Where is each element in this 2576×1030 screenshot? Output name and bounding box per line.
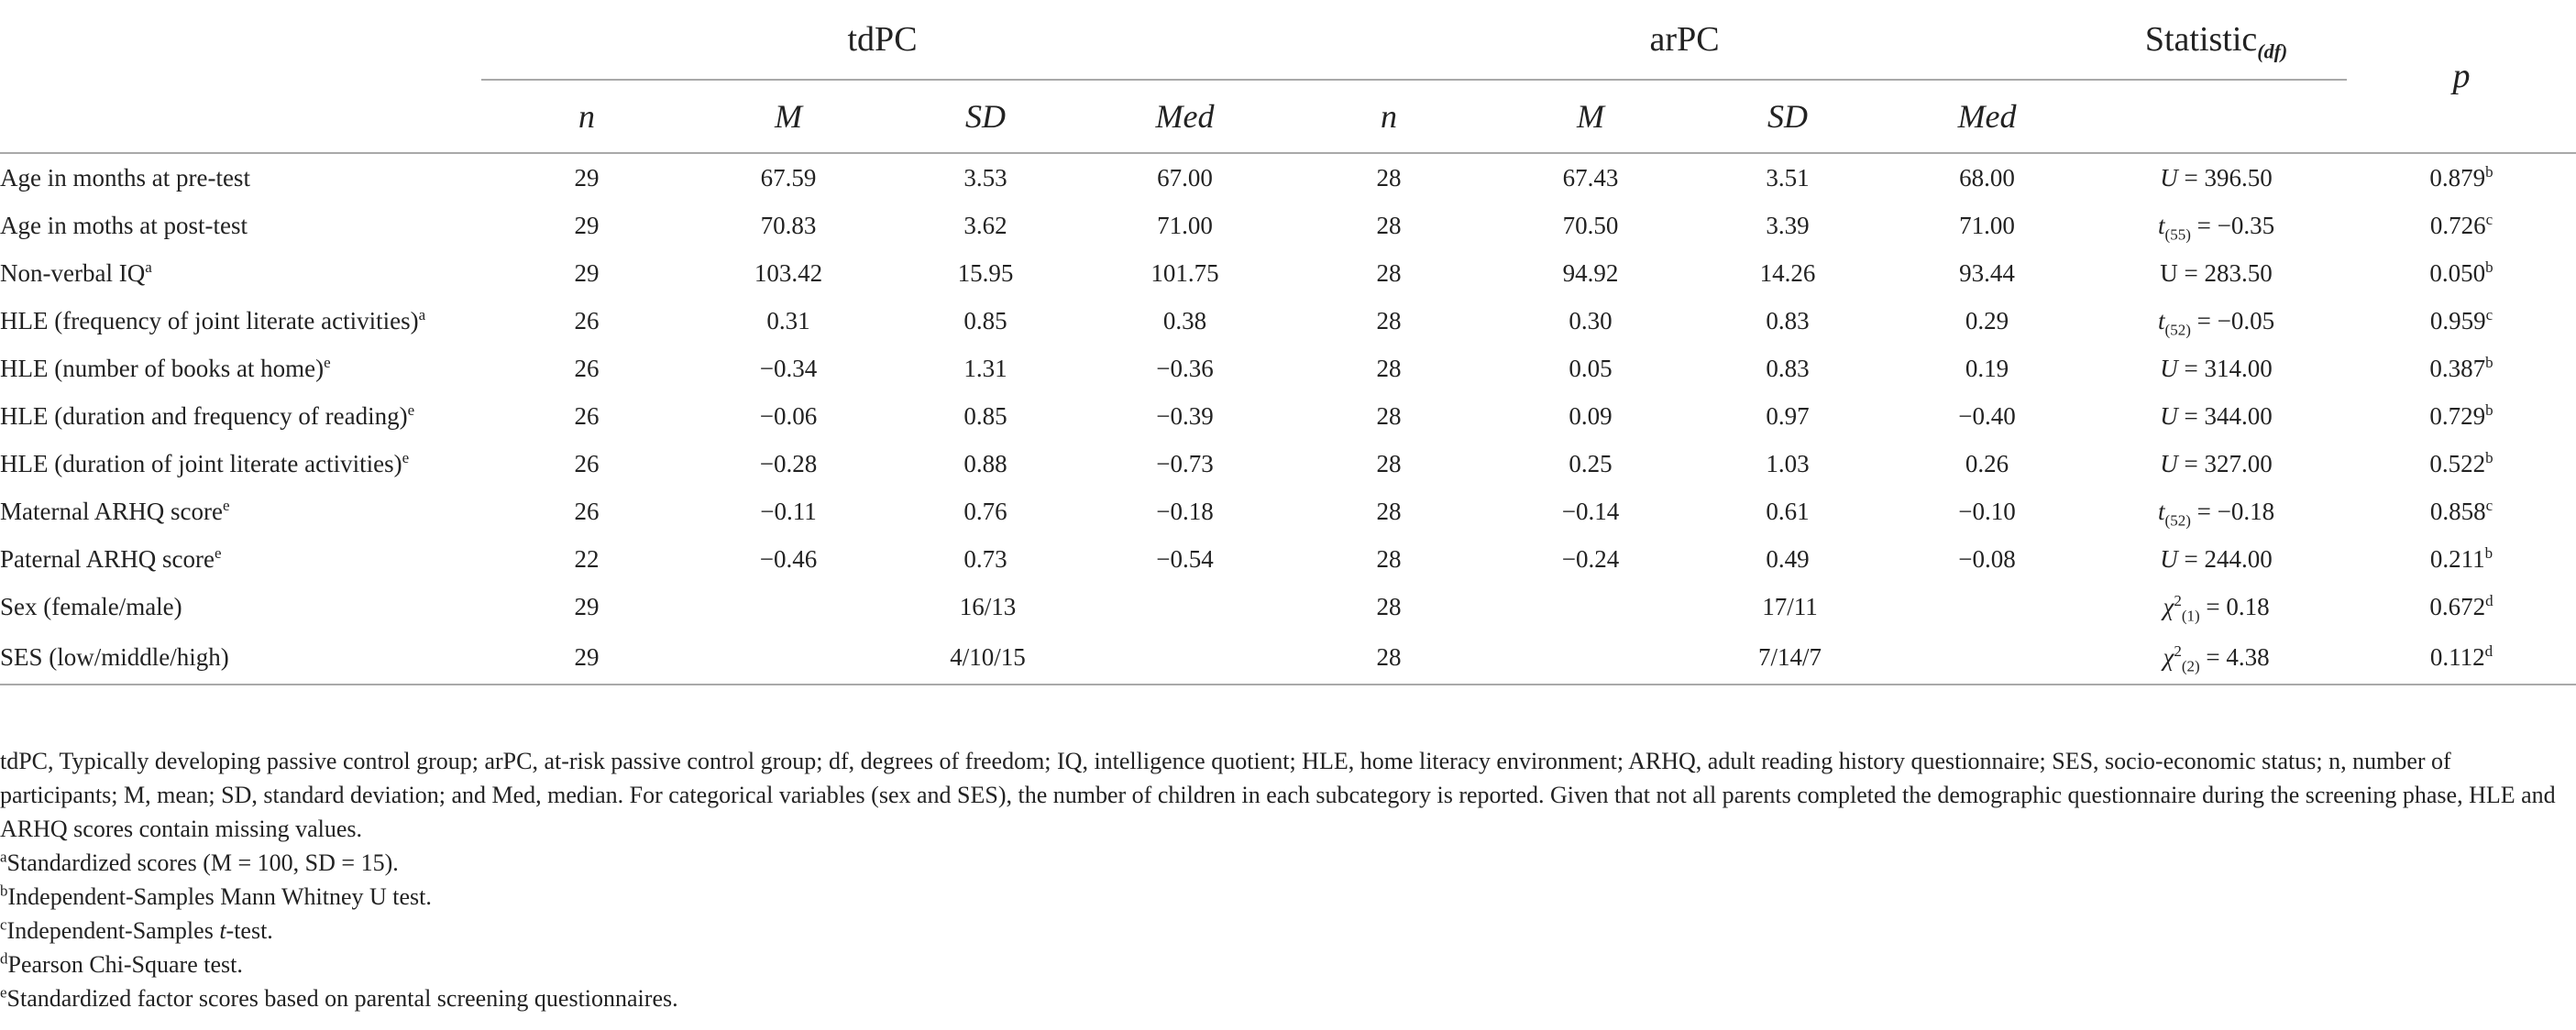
statistic-df: (2) xyxy=(2181,656,2200,674)
table-row xyxy=(0,535,2576,583)
statistic-value: = −0.05 xyxy=(2190,306,2275,334)
statistic-df: (52) xyxy=(2164,510,2191,529)
subheader-blank xyxy=(0,80,481,153)
footnote-c-mark: c xyxy=(0,915,7,934)
p-cell xyxy=(2347,153,2576,202)
table-body xyxy=(0,153,2576,685)
statistic-value: = 327.00 xyxy=(2177,449,2273,477)
td-sd-cell: 0.85 xyxy=(963,306,1007,334)
td-sd-cell: 0.76 xyxy=(963,497,1007,525)
td-mean-cell: 0.31 xyxy=(766,306,810,334)
statistic-letter: t xyxy=(2158,211,2165,239)
ar-n-cell: 28 xyxy=(1376,354,1402,382)
subheader-ar-m: M xyxy=(1494,80,1687,153)
statistic-letter: U xyxy=(2160,544,2178,573)
statistic-cell xyxy=(2086,202,2347,249)
row-label xyxy=(0,440,481,488)
footnote-c-t: t xyxy=(219,917,226,944)
p-cell xyxy=(2347,392,2576,440)
statistic-df: (1) xyxy=(2181,606,2200,624)
statistic-cell xyxy=(2086,488,2347,535)
subheader-td-m: M xyxy=(692,80,885,153)
statistic-letter: t xyxy=(2158,497,2165,525)
subheader-statistic-blank xyxy=(2086,80,2347,153)
td-sd-cell: 0.88 xyxy=(963,449,1007,477)
statistic-value: = 0.18 xyxy=(2199,592,2270,620)
p-cell xyxy=(2347,440,2576,488)
p-value: 0.729 xyxy=(2429,401,2486,430)
row-label-footnote: e xyxy=(222,496,230,514)
table-row xyxy=(0,297,2576,345)
p-value: 0.050 xyxy=(2429,258,2486,287)
statistic-cell xyxy=(2086,535,2347,583)
td-n-cell: 22 xyxy=(574,544,600,573)
statistic-letter: U xyxy=(2160,401,2178,430)
ar-median-cell: 68.00 xyxy=(1959,163,2015,192)
table-row xyxy=(0,202,2576,249)
p-footnote: b xyxy=(2485,353,2493,371)
ar-median-cell: −0.40 xyxy=(1958,401,2016,430)
subheader-td-n: n xyxy=(481,80,692,153)
footnote-c xyxy=(0,914,2567,948)
row-label-footnote: a xyxy=(418,305,426,323)
statistic-cell xyxy=(2086,249,2347,297)
row-label-text: HLE (duration and frequency of reading) xyxy=(0,401,408,430)
statistic-letter: U xyxy=(2160,354,2178,382)
ar-n-cell: 28 xyxy=(1376,497,1402,525)
ar-sd-cell: 3.39 xyxy=(1766,211,1810,239)
p-cell xyxy=(2347,583,2576,630)
footnote-c-text-end: -test. xyxy=(226,917,273,944)
statistic-letter: t xyxy=(2158,306,2165,334)
td-median-cell: 101.75 xyxy=(1150,258,1219,287)
td-n-cell: 29 xyxy=(574,592,600,620)
row-label xyxy=(0,249,481,297)
ar-median-cell: 0.26 xyxy=(1965,449,2009,477)
p-footnote: b xyxy=(2485,162,2493,181)
td-sd-cell: 3.62 xyxy=(963,211,1007,239)
ar-mean-cell: 70.50 xyxy=(1562,211,1619,239)
row-label-text: Maternal ARHQ score xyxy=(0,497,223,525)
td-mean-cell: −0.11 xyxy=(760,497,817,525)
p-footnote: c xyxy=(2485,496,2493,514)
row-label-text: HLE (frequency of joint literate activities) xyxy=(0,306,419,334)
ar-mean-cell: 0.25 xyxy=(1569,449,1613,477)
statistic-value: = 244.00 xyxy=(2177,544,2273,573)
p-footnote: c xyxy=(2485,210,2493,228)
td-sd-cell: 3.53 xyxy=(963,163,1007,192)
ar-sd-cell: 3.51 xyxy=(1766,163,1810,192)
footnote-a xyxy=(0,846,2567,880)
row-label-footnote: e xyxy=(407,400,415,419)
td-n-cell: 26 xyxy=(574,497,600,525)
p-value: 0.858 xyxy=(2429,497,2486,525)
p-cell xyxy=(2347,345,2576,392)
statistic-cell xyxy=(2086,440,2347,488)
statistic-letter: U xyxy=(2160,449,2178,477)
ar-mean-cell: 0.05 xyxy=(1569,354,1613,382)
p-footnote: b xyxy=(2485,400,2493,419)
ar-median-cell: 93.44 xyxy=(1959,258,2015,287)
row-label xyxy=(0,153,481,202)
group-header-tdpc: tdPC xyxy=(481,0,1283,80)
p-value: 0.112 xyxy=(2429,642,2485,671)
statistic-cell xyxy=(2086,630,2347,685)
ar-median-cell: −0.08 xyxy=(1958,544,2016,573)
td-mean-cell: −0.28 xyxy=(759,449,818,477)
ar-mean-cell: −0.14 xyxy=(1561,497,1620,525)
ar-counts-cell: 7/14/7 xyxy=(1494,630,2086,685)
statistic-header-label: Statistic xyxy=(2144,20,2258,59)
statistic-letter: χ xyxy=(2163,592,2174,620)
group-header-row xyxy=(0,0,2576,80)
row-label xyxy=(0,297,481,345)
statistic-df: (55) xyxy=(2164,225,2191,243)
p-value: 0.387 xyxy=(2429,354,2486,382)
table-row xyxy=(0,488,2576,535)
td-median-cell: −0.54 xyxy=(1156,544,1214,573)
row-label xyxy=(0,392,481,440)
row-label: SES (low/middle/high) xyxy=(0,630,481,685)
statistic-value: = −0.35 xyxy=(2190,211,2275,239)
footnote-d xyxy=(0,948,2567,981)
footnote-c-text: Independent-Samples xyxy=(6,917,220,944)
footnote-d-text: Pearson Chi-Square test. xyxy=(7,951,243,978)
ar-sd-cell: 0.97 xyxy=(1766,401,1810,430)
p-footnote: d xyxy=(2485,591,2493,609)
statistic-exponent: 2 xyxy=(2174,591,2182,609)
p-value: 0.522 xyxy=(2429,449,2486,477)
ar-sd-cell: 0.83 xyxy=(1766,306,1810,334)
row-label-text: Age in moths at post-test xyxy=(0,211,248,239)
td-sd-cell: 0.73 xyxy=(963,544,1007,573)
ar-n-cell: 28 xyxy=(1376,592,1402,620)
row-label-footnote: a xyxy=(145,258,152,276)
statistic-value: = −0.18 xyxy=(2190,497,2275,525)
ar-median-cell: 0.29 xyxy=(1965,306,2009,334)
td-mean-cell: −0.06 xyxy=(759,401,818,430)
row-label-footnote: e xyxy=(402,448,410,466)
footnote-d-mark: d xyxy=(0,949,8,968)
statistic-df: (52) xyxy=(2164,320,2191,338)
footnote-b xyxy=(0,880,2567,914)
p-cell xyxy=(2347,297,2576,345)
ar-n-cell: 28 xyxy=(1376,306,1402,334)
td-n-cell: 29 xyxy=(574,211,600,239)
td-sd-cell: 15.95 xyxy=(957,258,1014,287)
ar-n-cell: 28 xyxy=(1376,449,1402,477)
ar-mean-cell: 0.30 xyxy=(1569,306,1613,334)
statistic-value: = 344.00 xyxy=(2177,401,2273,430)
td-n-cell: 26 xyxy=(574,354,600,382)
subheader-row xyxy=(0,80,2576,153)
subheader-td-med: Med xyxy=(1086,80,1283,153)
row-label-footnote: e xyxy=(324,353,331,371)
p-value: 0.879 xyxy=(2429,163,2486,192)
td-median-cell: −0.36 xyxy=(1156,354,1214,382)
ar-mean-cell: 0.09 xyxy=(1569,401,1613,430)
ar-mean-cell: 67.43 xyxy=(1562,163,1619,192)
subheader-ar-n: n xyxy=(1283,80,1494,153)
td-n-cell: 26 xyxy=(574,449,600,477)
td-median-cell: 67.00 xyxy=(1157,163,1213,192)
ar-sd-cell: 1.03 xyxy=(1766,449,1810,477)
td-counts-cell: 16/13 xyxy=(959,592,1017,620)
row-label-text: Age in months at pre-test xyxy=(0,163,250,192)
ar-median-cell: 71.00 xyxy=(1959,211,2015,239)
ar-sd-cell: 0.83 xyxy=(1766,354,1810,382)
row-label-text: HLE (duration of joint literate activities) xyxy=(0,449,402,477)
row-label xyxy=(0,202,481,249)
row-label-text: Non-verbal IQ xyxy=(0,258,146,287)
p-header: p xyxy=(2347,0,2576,153)
ar-mean-cell: −0.24 xyxy=(1561,544,1620,573)
footnote-e-text: Standardized factor scores based on parental screening questionnaires. xyxy=(6,985,678,1012)
p-footnote: b xyxy=(2484,543,2493,562)
ar-median-cell: −0.10 xyxy=(1958,497,2016,525)
table-row xyxy=(0,392,2576,440)
footnote-a-text: Standardized scores (M = 100, SD = 15). xyxy=(6,849,399,876)
ar-sd-cell: 0.49 xyxy=(1766,544,1810,573)
table-notes xyxy=(0,744,2567,1015)
td-n-cell: 26 xyxy=(574,306,600,334)
p-cell xyxy=(2347,202,2576,249)
statistic-letter: χ xyxy=(2163,642,2174,671)
statistic-cell xyxy=(2086,583,2347,630)
td-sd-cell: 0.85 xyxy=(963,401,1007,430)
p-value: 0.726 xyxy=(2429,211,2486,239)
p-footnote: b xyxy=(2485,258,2493,276)
statistic-exponent: 2 xyxy=(2174,641,2182,660)
p-footnote: c xyxy=(2485,305,2493,323)
td-n-cell: 26 xyxy=(574,401,600,430)
td-mean-cell: 103.42 xyxy=(754,258,823,287)
p-cell xyxy=(2347,535,2576,583)
ar-median-cell: 0.19 xyxy=(1965,354,2009,382)
p-cell xyxy=(2347,488,2576,535)
footnote-e-mark: e xyxy=(0,983,7,1002)
statistic-letter: U xyxy=(2160,163,2178,192)
td-n-cell: 29 xyxy=(574,163,600,192)
footnote-a-mark: a xyxy=(0,848,7,866)
p-cell xyxy=(2347,630,2576,685)
row-label-footnote: e xyxy=(214,543,222,562)
td-mean-cell: −0.34 xyxy=(759,354,818,382)
td-mean-cell: 67.59 xyxy=(760,163,817,192)
p-value: 0.211 xyxy=(2429,544,2485,573)
statistic-cell xyxy=(2086,153,2347,202)
table-row xyxy=(0,630,2576,685)
td-median-cell: −0.73 xyxy=(1156,449,1214,477)
statistic-header-df: (df) xyxy=(2257,39,2288,63)
p-footnote: d xyxy=(2484,641,2493,660)
ar-n-cell: 28 xyxy=(1283,630,1494,685)
table-row xyxy=(0,345,2576,392)
ar-sd-cell: 14.26 xyxy=(1759,258,1816,287)
ar-sd-cell: 0.61 xyxy=(1766,497,1810,525)
ar-mean-cell: 94.92 xyxy=(1562,258,1619,287)
row-label xyxy=(0,345,481,392)
label-column-header xyxy=(0,0,481,80)
td-median-cell: 0.38 xyxy=(1162,306,1207,334)
row-label xyxy=(0,488,481,535)
subheader-ar-med: Med xyxy=(1888,80,2086,153)
p-footnote: b xyxy=(2485,448,2493,466)
p-cell xyxy=(2347,249,2576,297)
td-mean-cell: 70.83 xyxy=(760,211,817,239)
statistic-value: = 4.38 xyxy=(2199,642,2270,671)
statistic-header xyxy=(2086,0,2347,80)
statistic-cell xyxy=(2086,297,2347,345)
statistic-letter: U xyxy=(2160,258,2178,287)
table-row xyxy=(0,153,2576,202)
row-label-text: HLE (number of books at home) xyxy=(0,354,325,382)
td-median-cell: 71.00 xyxy=(1157,211,1213,239)
ar-n-cell: 28 xyxy=(1376,258,1402,287)
statistic-cell xyxy=(2086,345,2347,392)
td-n-cell: 29 xyxy=(574,258,600,287)
row-label: Sex (female/male) xyxy=(0,592,182,620)
statistic-cell xyxy=(2086,392,2347,440)
p-value: 0.959 xyxy=(2429,306,2486,334)
row-label xyxy=(0,535,481,583)
footnote-b-mark: b xyxy=(0,882,8,900)
subheader-td-sd: SD xyxy=(885,80,1086,153)
footnote-b-text: Independent-Samples Mann Whitney U test. xyxy=(7,883,432,910)
td-sd-cell: 1.31 xyxy=(963,354,1007,382)
group-header-arpc: arPC xyxy=(1283,0,2086,80)
table-row xyxy=(0,440,2576,488)
ar-n-cell: 28 xyxy=(1376,544,1402,573)
table-row xyxy=(0,583,2576,630)
td-mean-cell: −0.46 xyxy=(759,544,818,573)
td-median-cell: −0.39 xyxy=(1156,401,1214,430)
td-counts-cell: 4/10/15 xyxy=(692,630,1283,685)
statistic-value: = 314.00 xyxy=(2177,354,2273,382)
td-n-cell: 29 xyxy=(481,630,692,685)
td-median-cell: −0.18 xyxy=(1156,497,1214,525)
statistic-value: = 396.50 xyxy=(2177,163,2273,192)
ar-n-cell: 28 xyxy=(1376,401,1402,430)
footnote-e xyxy=(0,981,2567,1015)
table-row xyxy=(0,249,2576,297)
statistic-value: = 283.50 xyxy=(2177,258,2273,287)
ar-counts-cell: 17/11 xyxy=(1762,592,1818,620)
p-value: 0.672 xyxy=(2429,592,2486,620)
ar-n-cell: 28 xyxy=(1376,163,1402,192)
row-label-text: Paternal ARHQ score xyxy=(0,544,215,573)
abbreviation-note: tdPC, Typically developing passive control group; arPC, at-risk passive control group; df, degrees of freedom; IQ, intelligence quotient; HLE, home literacy environment; ARHQ, adult reading history questionnaire; SES, socio-economic status; n, number of participants; M, mean; SD, standard deviation; and Med, median. For categorical variables (sex and SES), the number of children in each subcategory is reported. Given that not all parents completed the demographic questionnaire during the screening phase, HLE and ARHQ scores contain missing values. xyxy=(0,748,2556,842)
subheader-ar-sd: SD xyxy=(1687,80,1888,153)
ar-n-cell: 28 xyxy=(1376,211,1402,239)
